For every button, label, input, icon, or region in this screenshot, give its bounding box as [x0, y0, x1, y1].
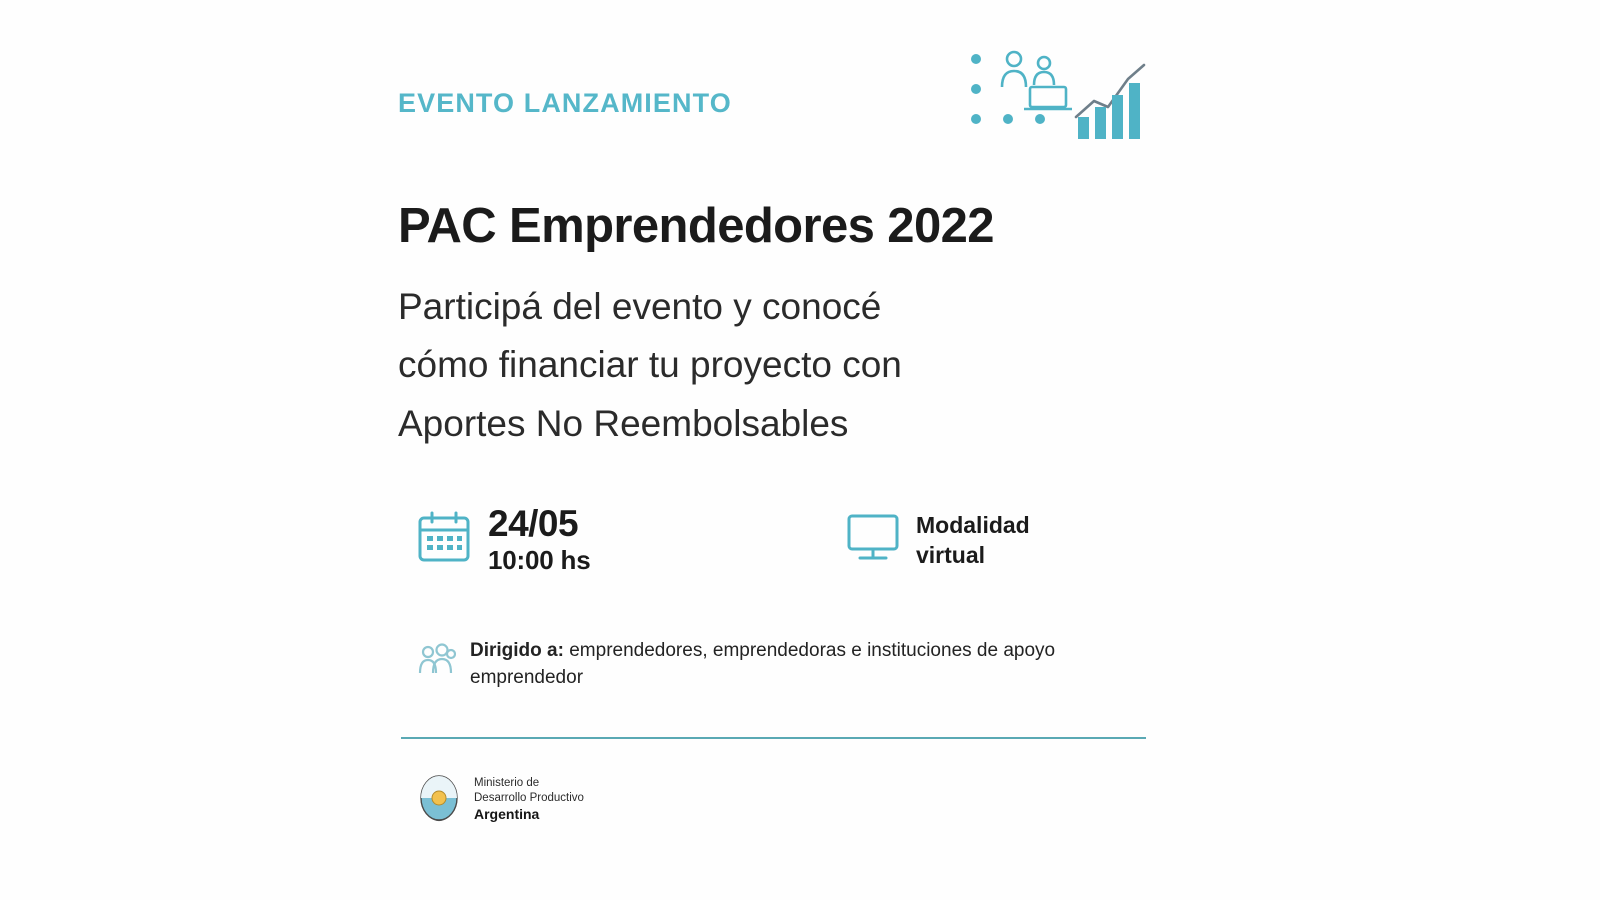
ministry-line-2: Desarrollo Productivo: [474, 791, 584, 804]
subtitle-line-1: Participá del evento y conocé: [398, 286, 882, 327]
event-modality-block: [846, 511, 1030, 571]
poster-content: [398, 0, 1158, 900]
calendar-icon: [416, 510, 472, 571]
modality-line-1: Modalidad: [916, 512, 1030, 538]
ministry-logo-text: [474, 776, 584, 824]
event-modality-text: [916, 511, 1030, 571]
ministry-line-1: Ministerio de: [474, 776, 540, 789]
subtitle-line-3: Aportes No Reembolsables: [398, 402, 849, 444]
ministry-logo: [416, 772, 584, 828]
subtitle-line-2: cómo financiar tu proyecto con: [398, 344, 902, 386]
audience-block: [418, 638, 1118, 692]
poster-subtitle: [398, 278, 1098, 453]
event-time: 10:00 hs: [488, 544, 591, 575]
audience-label: Dirigido a:: [470, 640, 564, 661]
event-details-row: [416, 505, 1156, 595]
ministry-country: Argentina: [474, 806, 540, 823]
poster-title: PAC Emprendedores 2022: [398, 199, 994, 253]
workshop-chart-icon: [968, 45, 1158, 150]
event-day: 24/05: [488, 503, 579, 544]
audience-detail: emprendedores, emprendedoras e instituciones de apoyo emprendedor: [470, 640, 1056, 688]
monitor-icon: [846, 512, 900, 569]
audience-text: [470, 638, 1070, 692]
event-date-block: [416, 505, 590, 576]
modality-line-2: virtual: [916, 541, 986, 568]
event-kicker: EVENTO LANZAMIENTO: [398, 88, 732, 118]
section-divider: [401, 737, 1146, 739]
event-date-text: [488, 505, 590, 576]
argentina-shield-icon: [416, 772, 462, 828]
people-icon: [418, 641, 456, 686]
